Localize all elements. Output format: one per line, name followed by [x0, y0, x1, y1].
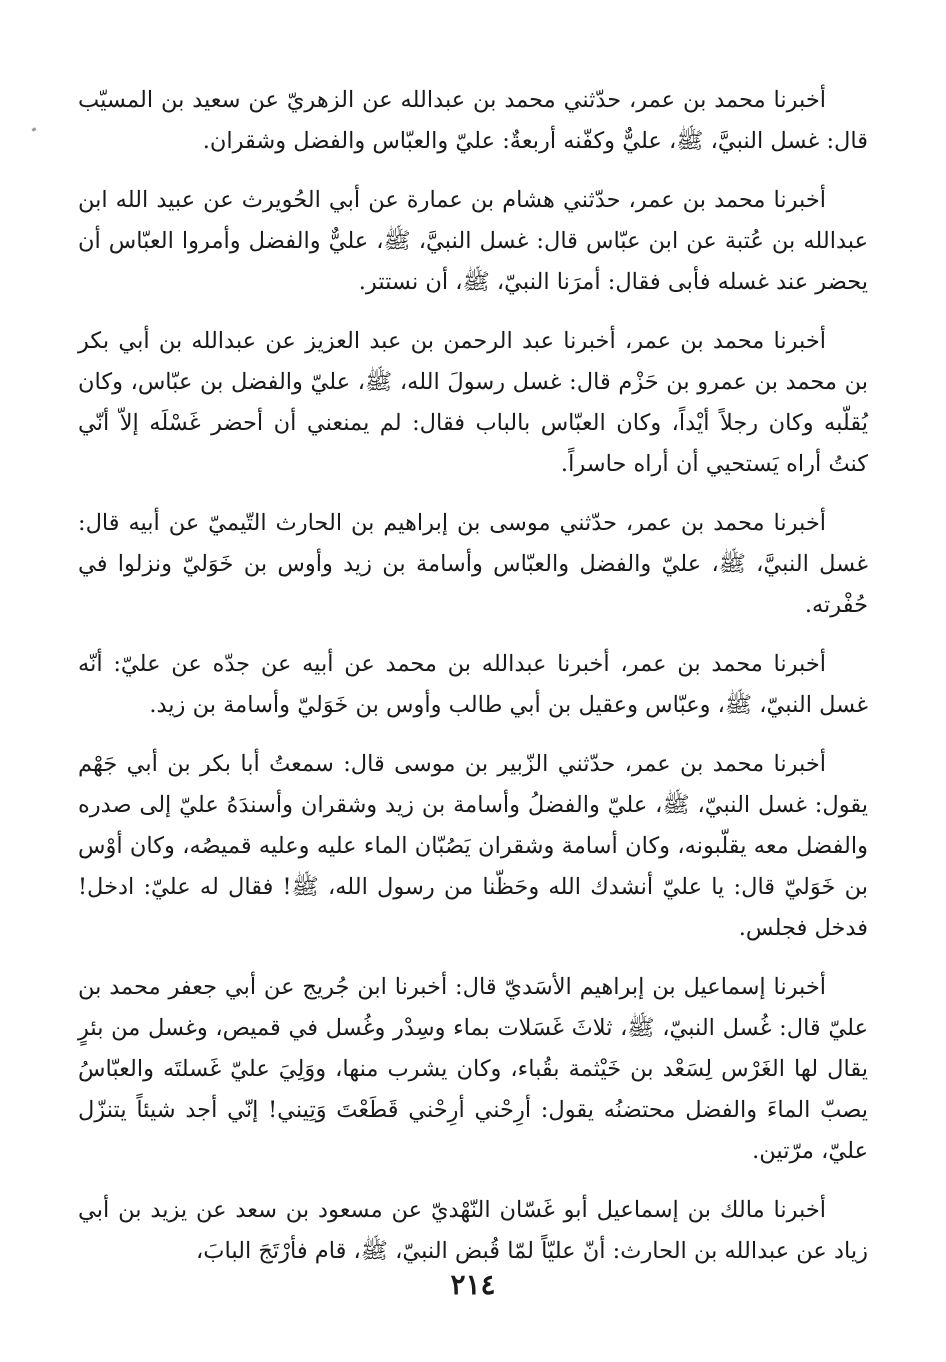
paragraph-text: أخبرنا إسماعيل بن إبراهيم الأسَديّ قال: أخبرنا ابن جُريج عن أبي جعفر محمد بن عليّ قال: غُسل النبيّ، ﷺ، ثلاثَ غَسَلات بماء وسِدْر وغُسل في قميص، وغسل من بئرٍ يقال لها الغَرْس لِسَعْد بن خَيْثمة بقُباء، وكان يشرب منها، ووَلِيَ عليّ غَسلتَه والعبّاسُ يصبّ الماءَ والفضل محتضنُه يقول: أرِحْني أرِحْني قَطَعْتَ وَتِيني! إنّي أجد شيئاً يتنزّل عليّ، مرّتين.: [78, 974, 868, 1164]
paragraph-text: أخبرنا محمد بن عمر، أخبرنا عبدالله بن محمد عن أبيه عن جدّه عن عليّ: أنّه غسل النبيّ، ﷺ، وعبّاس وعقيل بن أبي طالب وأوس بن خَوَليّ وأسامة بن زيد.: [78, 651, 868, 718]
paragraph-2: [78, 180, 868, 303]
paragraph-text: أخبرنا محمد بن عمر، حدّثني موسى بن إبراهيم بن الحارث التّيميّ عن أبيه قال: غسل النبيَّ، ﷺ، عليّ والفضل والعبّاس وأسامة بن زيد وأوس بن خَوَليّ ونزلوا في حُفْرته.: [78, 510, 868, 618]
paragraph-1: [78, 80, 868, 162]
margin-speck: [32, 127, 37, 132]
paragraph-text: أخبرنا مالك بن إسماعيل أبو غَسّان النّهْديّ عن مسعود بن سعد عن يزيد بن أبي زياد عن عبدالله بن الحارث: أنّ عليّاً لمّا قُبض النبيّ، ﷺ، قام فأرْتَجَ البابَ،: [78, 1197, 868, 1264]
paragraph-3: [78, 321, 868, 485]
page-body: [78, 80, 868, 1290]
paragraph-text: أخبرنا محمد بن عمر، حدّثني محمد بن عبدالله عن الزهريّ عن سعيد بن المسيّب قال: غسل النبيَّ، ﷺ، عليٌّ وكفّنه أربعةٌ: عليّ والعبّاس والفضل وشقران.: [78, 87, 868, 154]
paragraph-text: أخبرنا محمد بن عمر، أخبرنا عبد الرحمن بن عبد العزيز عن عبدالله بن أبي بكر بن محمد بن عمرو بن حَزْم قال: غسل رسولَ الله، ﷺ، عليّ والفضل بن عبّاس، وكان يُقلّبه وكان رجلاً أيْداً، وكان العبّاس بالباب فقال: لم يمنعني أن أحضر غَسْلَه إلاّ أنّي كنتُ أراه يَستحيي أن أراه حاسراً.: [78, 328, 868, 477]
paragraph-8: [78, 1190, 868, 1272]
paragraph-4: [78, 503, 868, 626]
paragraph-text: أخبرنا محمد بن عمر، حدّثني الزّبير بن موسى قال: سمعتُ أبا بكر بن أبي جَهْم يقول: غسل النبيّ، ﷺ، عليّ والفضلُ وأسامة بن زيد وشقران وأسندَهُ عليّ إلى صدره والفضل معه يقلّبونه، وكان أسامة وشقران يَصُبّان الماء عليه وعليه قميصُه، وكان أوْس بن خَوَليّ قال: يا عليّ أنشدك الله وحَظّنا من رسول الله، ﷺ! فقال له عليّ: ادخل! فدخل فجلس.: [78, 751, 868, 941]
paragraph-6: [78, 744, 868, 949]
paragraph-5: [78, 644, 868, 726]
page-number: ٢١٤: [450, 1268, 496, 1301]
paragraph-7: [78, 967, 868, 1172]
paragraph-text: أخبرنا محمد بن عمر، حدّثني هشام بن عمارة عن أبي الحُويرث عن عبيد الله ابن عبدالله بن عُتبة عن ابن عبّاس قال: غسل النبيَّ، ﷺ، عليٌّ والفضل وأمروا العبّاس أن يحضر عند غسله فأبى فقال: أمرَنا النبيّ، ﷺ، أن نستتر.: [78, 187, 868, 295]
